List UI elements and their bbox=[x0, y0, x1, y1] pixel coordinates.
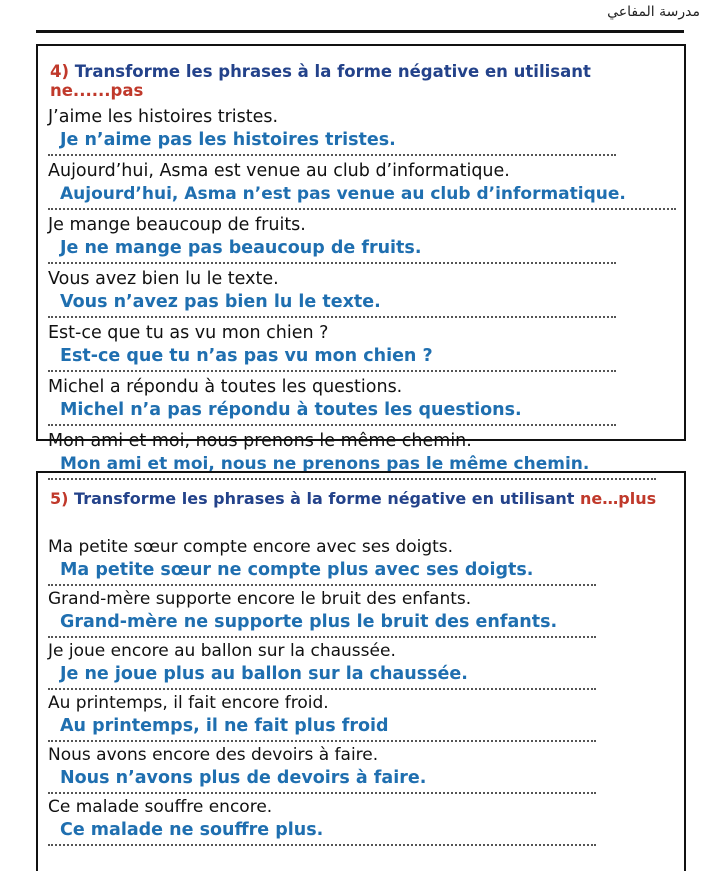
answer-line bbox=[48, 558, 596, 586]
exercise-4-title bbox=[50, 62, 676, 100]
answer-sentence: Est-ce que tu n’as pas vu mon chien ? bbox=[60, 346, 433, 366]
answer-line bbox=[48, 290, 616, 318]
question-sentence: Je mange beaucoup de fruits. bbox=[48, 215, 306, 235]
exercise-4-negation: ne......pas bbox=[50, 81, 144, 100]
answer-sentence: Au printemps, il ne fait plus froid bbox=[60, 716, 389, 736]
exercise-5-box bbox=[36, 471, 686, 871]
answer-line bbox=[48, 766, 596, 794]
exercise-item bbox=[48, 536, 676, 586]
answer-line bbox=[48, 714, 596, 742]
exercise-item bbox=[48, 160, 676, 210]
exercise-item bbox=[48, 268, 676, 318]
answer-sentence: Mon ami et moi, nous ne prenons pas le même chemin. bbox=[60, 454, 590, 474]
answer-sentence: Je n’aime pas les histoires tristes. bbox=[60, 130, 396, 150]
exercise-5-title bbox=[50, 489, 676, 508]
exercise-4-instruction: Transforme les phrases à la forme négative en utilisant bbox=[74, 62, 591, 81]
question-sentence: Ma petite sœur compte encore avec ses doigts. bbox=[48, 537, 454, 557]
answer-sentence: Ce malade ne souffre plus. bbox=[60, 820, 324, 840]
exercise-item bbox=[48, 214, 676, 264]
exercise-item bbox=[48, 376, 676, 426]
school-header: مدرسة المفاعي bbox=[607, 4, 700, 20]
answer-line bbox=[48, 662, 596, 690]
question-sentence: Grand-mère supporte encore le bruit des enfants. bbox=[48, 589, 472, 609]
answer-line bbox=[48, 398, 616, 426]
answer-sentence: Vous n’avez pas bien lu le texte. bbox=[60, 292, 381, 312]
exercise-item bbox=[48, 692, 676, 742]
answer-line bbox=[48, 236, 616, 264]
question-sentence: Mon ami et moi, nous prenons le même chemin. bbox=[48, 431, 472, 451]
answer-line bbox=[48, 182, 676, 210]
answer-line bbox=[48, 818, 596, 846]
exercise-item bbox=[48, 744, 676, 794]
question-sentence: Est-ce que tu as vu mon chien ? bbox=[48, 323, 329, 343]
question-sentence: Nous avons encore des devoirs à faire. bbox=[48, 745, 379, 765]
answer-sentence: Nous n’avons plus de devoirs à faire. bbox=[60, 768, 427, 788]
question-sentence: Vous avez bien lu le texte. bbox=[48, 269, 279, 289]
answer-line bbox=[48, 344, 616, 372]
exercise-item bbox=[48, 588, 676, 638]
exercise-item bbox=[48, 106, 676, 156]
answer-sentence: Grand-mère ne supporte plus le bruit des enfants. bbox=[60, 612, 558, 632]
answer-line bbox=[48, 128, 616, 156]
question-sentence: J’aime les histoires tristes. bbox=[48, 107, 279, 127]
exercise-4-number: 4) bbox=[50, 62, 70, 81]
exercise-5-number: 5) bbox=[50, 489, 69, 508]
question-sentence: Je joue encore au ballon sur la chaussée. bbox=[48, 641, 396, 661]
exercise-item bbox=[48, 322, 676, 372]
question-sentence: Ce malade souffre encore. bbox=[48, 797, 273, 817]
answer-line bbox=[48, 610, 596, 638]
exercise-item bbox=[48, 640, 676, 690]
exercise-5-negation: ne…plus bbox=[580, 489, 657, 508]
question-sentence: Aujourd’hui, Asma est venue au club d’informatique. bbox=[48, 161, 510, 181]
answer-sentence: Je ne mange pas beaucoup de fruits. bbox=[60, 238, 422, 258]
exercise-4-box bbox=[36, 44, 686, 474]
answer-sentence: Michel n’a pas répondu à toutes les questions. bbox=[60, 400, 522, 420]
answer-sentence: Je ne joue plus au ballon sur la chaussée. bbox=[60, 664, 468, 684]
exercise-item bbox=[48, 796, 676, 846]
question-sentence: Michel a répondu à toutes les questions. bbox=[48, 377, 403, 397]
question-sentence: Au printemps, il fait encore froid. bbox=[48, 693, 329, 713]
exercise-5-instruction: Transforme les phrases à la forme négative en utilisant bbox=[74, 489, 575, 508]
answer-sentence: Aujourd’hui, Asma n’est pas venue au club d’informatique. bbox=[60, 184, 626, 204]
answer-sentence: Ma petite sœur ne compte plus avec ses doigts. bbox=[60, 560, 534, 580]
top-divider bbox=[36, 30, 684, 33]
